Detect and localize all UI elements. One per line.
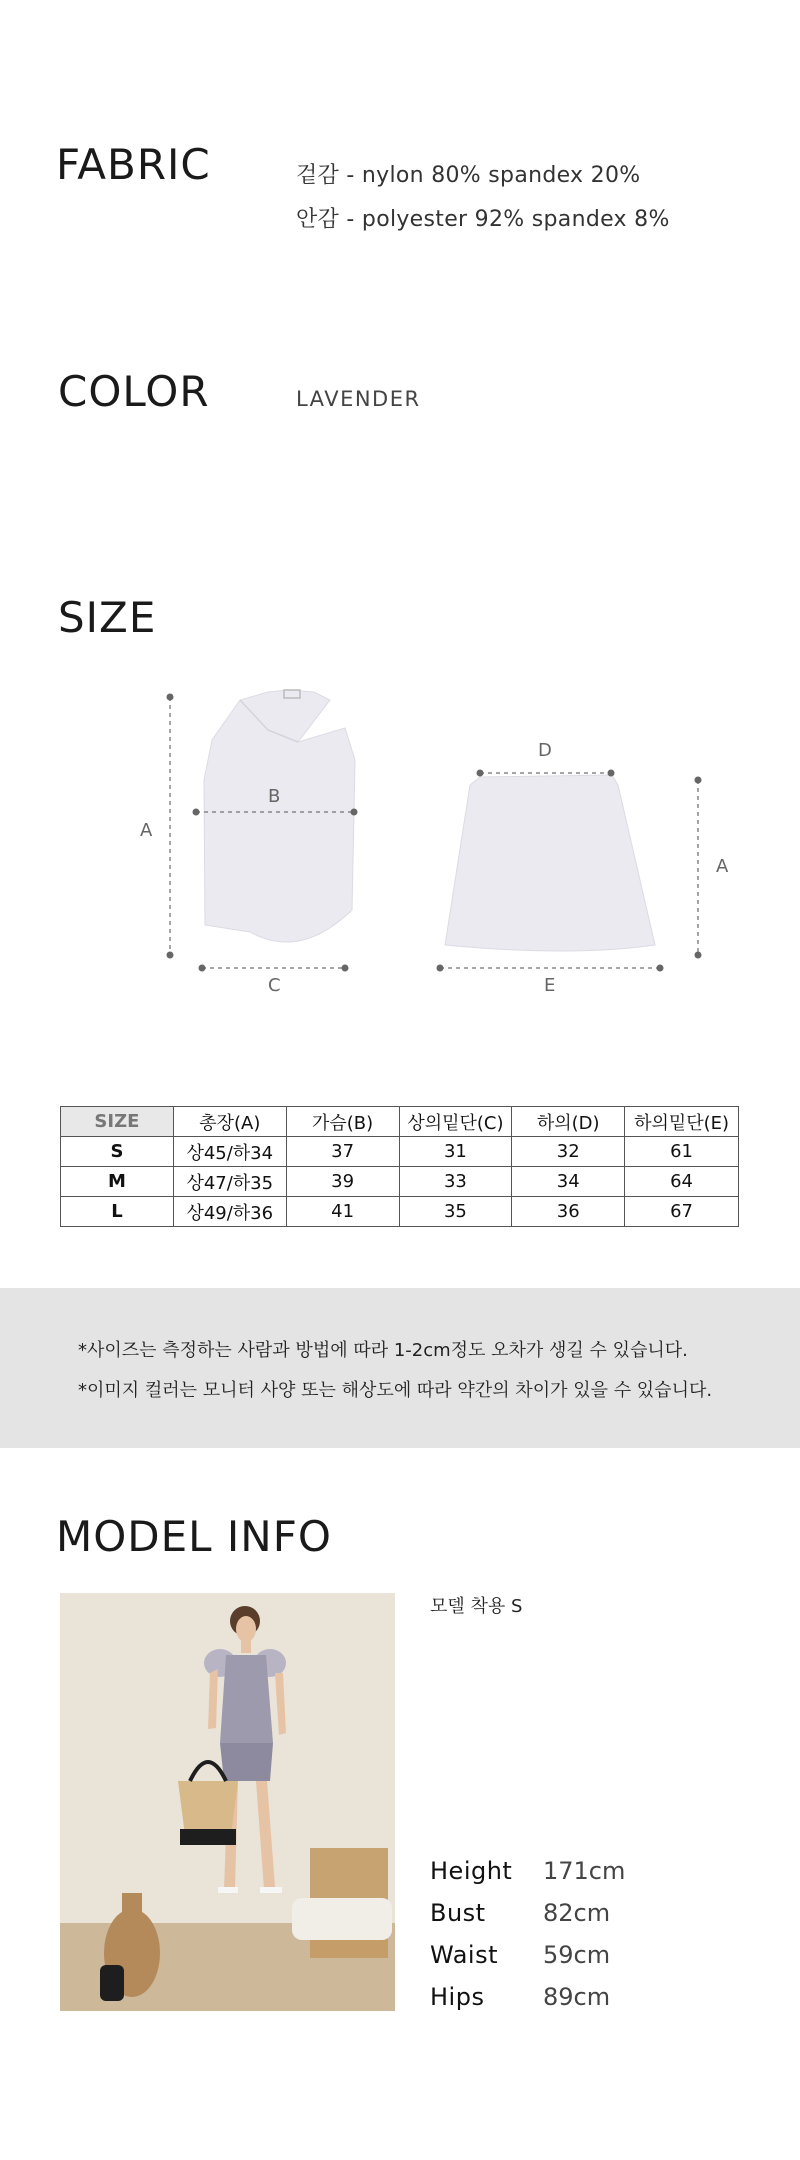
table-cell-size: L (61, 1197, 174, 1227)
waist-label: Waist (430, 1941, 498, 1969)
table-cell: 37 (286, 1137, 399, 1167)
table-header-bottom: 하의(D) (512, 1107, 625, 1137)
bust-value: 82cm (543, 1899, 611, 1927)
skirt-waist-label: D (538, 740, 552, 761)
table-header-bottom-hem: 하의밑단(E) (625, 1107, 739, 1137)
height-value: 171cm (543, 1857, 626, 1885)
table-row (61, 1137, 739, 1167)
table-cell-size: S (61, 1137, 174, 1167)
top-length-label: A (140, 820, 153, 841)
model-photo (60, 1593, 395, 2011)
table-cell: 64 (625, 1167, 739, 1197)
color-title: COLOR (58, 367, 210, 416)
model-info-title: MODEL INFO (56, 1512, 332, 1561)
table-cell: 31 (399, 1137, 512, 1167)
size-table (60, 1106, 739, 1227)
fabric-lining-line: 안감 - polyester 92% spandex 8% (296, 207, 670, 232)
notice-size-line: *사이즈는 측정하는 사람과 방법에 따라 1-2cm정도 오차가 생길 수 있습니다. (78, 1340, 688, 1361)
table-cell-size: M (61, 1167, 174, 1197)
table-cell: 39 (286, 1167, 399, 1197)
table-header-bust: 가슴(B) (286, 1107, 399, 1137)
table-cell: 32 (512, 1137, 625, 1167)
hips-label: Hips (430, 1983, 485, 2011)
model-size-caption: 모델 착용 S (430, 1596, 523, 1617)
table-cell: 61 (625, 1137, 739, 1167)
table-cell: 67 (625, 1197, 739, 1227)
height-label: Height (430, 1857, 513, 1885)
table-cell: 상49/하36 (173, 1197, 286, 1227)
table-cell: 36 (512, 1197, 625, 1227)
hips-value: 89cm (543, 1983, 611, 2011)
size-diagram (0, 670, 800, 1010)
fabric-title: FABRIC (56, 140, 211, 189)
table-header-size: SIZE (61, 1107, 174, 1137)
table-header-length: 총장(A) (173, 1107, 286, 1137)
notice-color-line: *이미지 컬러는 모니터 사양 또는 해상도에 따라 약간의 차이가 있을 수 있습니다. (78, 1380, 713, 1401)
size-title: SIZE (58, 593, 157, 642)
table-row (61, 1167, 739, 1197)
top-hem-label: C (268, 975, 281, 996)
waist-value: 59cm (543, 1941, 611, 1969)
top-bust-label: B (268, 786, 281, 807)
table-row (61, 1197, 739, 1227)
notice-band (0, 1288, 800, 1448)
table-cell: 35 (399, 1197, 512, 1227)
skirt-length-label: A (716, 856, 729, 877)
table-cell: 34 (512, 1167, 625, 1197)
skirt-illustration (445, 775, 655, 951)
halter-top-illustration (204, 690, 355, 942)
skirt-hem-label: E (544, 975, 556, 996)
color-value: LAVENDER (296, 387, 421, 411)
table-cell: 41 (286, 1197, 399, 1227)
table-cell: 상45/하34 (173, 1137, 286, 1167)
bust-label: Bust (430, 1899, 486, 1927)
size-table-header-row (61, 1107, 739, 1137)
table-cell: 33 (399, 1167, 512, 1197)
fabric-outer-line: 겉감 - nylon 80% spandex 20% (296, 163, 641, 188)
table-header-top-hem: 상의밑단(C) (399, 1107, 512, 1137)
table-cell: 상47/하35 (173, 1167, 286, 1197)
